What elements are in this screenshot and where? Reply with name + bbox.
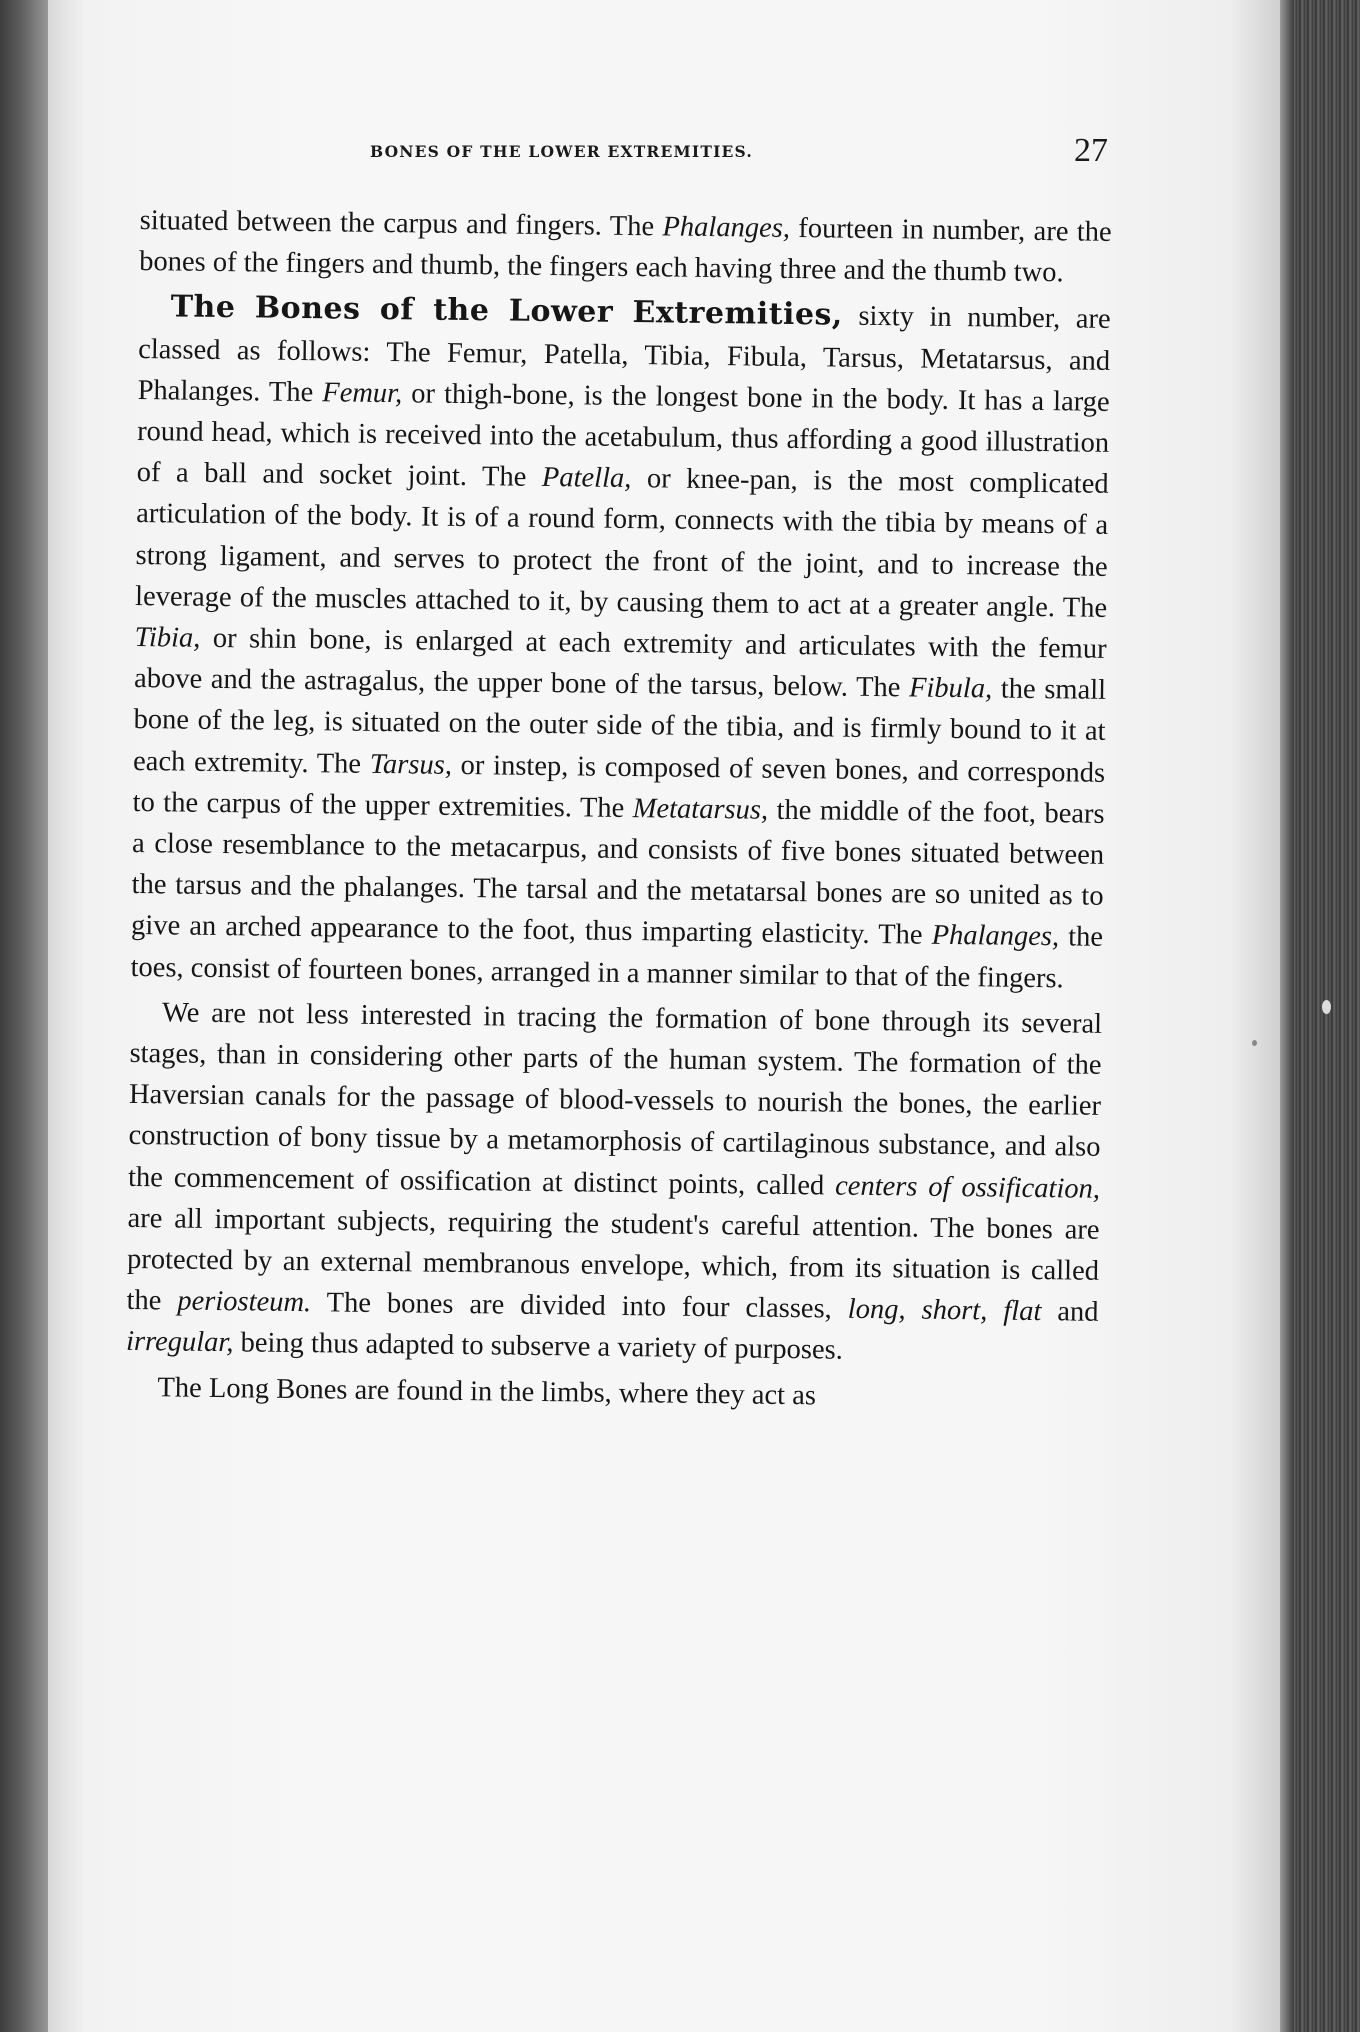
italic-term: irregular, (125, 1326, 234, 1359)
dust-speck (1252, 1040, 1257, 1046)
text-run: fourteen in number, are the bones of the fingers and thumb, the fingers each having three and the thumb two. (139, 212, 1112, 289)
text-run: We are not less interested in tracing the formation of bone through its several stages, than in considering other parts of the human system. The formation of the Haversian canals for the passage of blood-vessels to nourish the bones, the earlier construction of bony tissue by a metamorphosis of cartilaginous substance, and also the commencement of ossification at distinct points, called (127, 997, 1103, 1202)
italic-term: short, (921, 1294, 988, 1327)
italic-term: Phalanges, (931, 920, 1060, 953)
text-run: or knee-pan, is the most complicated articulation of the body. It is of a round form, connects with the tibia by means of a strong ligament, and serves to protect the front of the joint, and to increase the leverage of the muscles attached to it, by causing them to act at a greater angle. The (134, 463, 1109, 624)
italic-term: long, (847, 1294, 906, 1326)
text-run: or thigh-bone, is the longest bone in the body. It has a large round head, which is received into the acetabulum, thus affording a good illustration of a ball and socket joint. The (136, 378, 1110, 494)
text-run (987, 1296, 1003, 1327)
text-run: situated between the carpus and fingers. The (139, 204, 663, 243)
book-page-edges (1280, 0, 1360, 2032)
body-text (125, 200, 1112, 1420)
paragraph-bone-formation (126, 992, 1102, 1375)
page-number: 27 (1074, 132, 1108, 169)
section-heading: The Bones of the Lower Extremities, (170, 289, 844, 334)
italic-term: Metatarsus, (632, 792, 769, 826)
italic-term: Tibia, (134, 621, 201, 654)
text-run: and (1041, 1296, 1099, 1329)
text-run: or instep, is composed of seven bones, and corresponds to the carpus of the upper extremities. The (132, 749, 1106, 824)
text-run: the toes, consist of fourteen bones, arranged in a manner similar to that of the fingers. (130, 921, 1104, 994)
text-run: the small bone of the leg, is situated on the outer side of the tibia, and is firmly bound to it at each extremity. The (132, 673, 1107, 780)
italic-term: Fibula, (908, 672, 993, 705)
text-run: The Long Bones are found in the limbs, where they act as (157, 1371, 817, 1412)
italic-term: Phalanges, (662, 211, 791, 244)
text-run: are all important subjects, requiring the student's careful attention. The bones are protected by an external membranous envelope, which, from its situation is called the (126, 1202, 1100, 1317)
text-run: being thus adapted to subserve a variety of purposes. (233, 1327, 844, 1367)
text-run: sixty in number, are classed as follows: The Femur, Patella, Tibia, Fibula, Tarsus, Metatarsus, and Phalanges. The (137, 301, 1111, 409)
italic-term: Femur, (322, 377, 403, 410)
italic-term: Patella, (541, 462, 632, 495)
page-header (0, 132, 1360, 192)
italic-term: Tarsus, (369, 748, 453, 781)
text-run: the middle of the foot, bears a close resemblance to the metacarpus, and consists of five bones situated between the tarsus and the phalanges. The tarsal and the metatarsal bones are so united as to give an arched appearance to the foot, thus imparting elasticity. The (130, 794, 1105, 952)
italic-term: flat (1003, 1295, 1042, 1328)
dust-speck (1322, 1000, 1331, 1014)
paragraph-phalanges-hand (139, 200, 1112, 294)
running-head: BONES OF THE LOWER EXTREMITIES. (370, 142, 753, 161)
paragraph-lower-extremities (130, 286, 1110, 999)
italic-term: centers of ossification, (834, 1170, 1101, 1205)
italic-term: periosteum. (177, 1285, 312, 1319)
text-run (905, 1295, 921, 1326)
text-run: or shin bone, is enlarged at each extremity and articulates with the femur above and the astragalus, the upper bone of the tarsus, below. The (133, 622, 1107, 704)
text-run: The bones are divided into four classes, (310, 1287, 848, 1326)
